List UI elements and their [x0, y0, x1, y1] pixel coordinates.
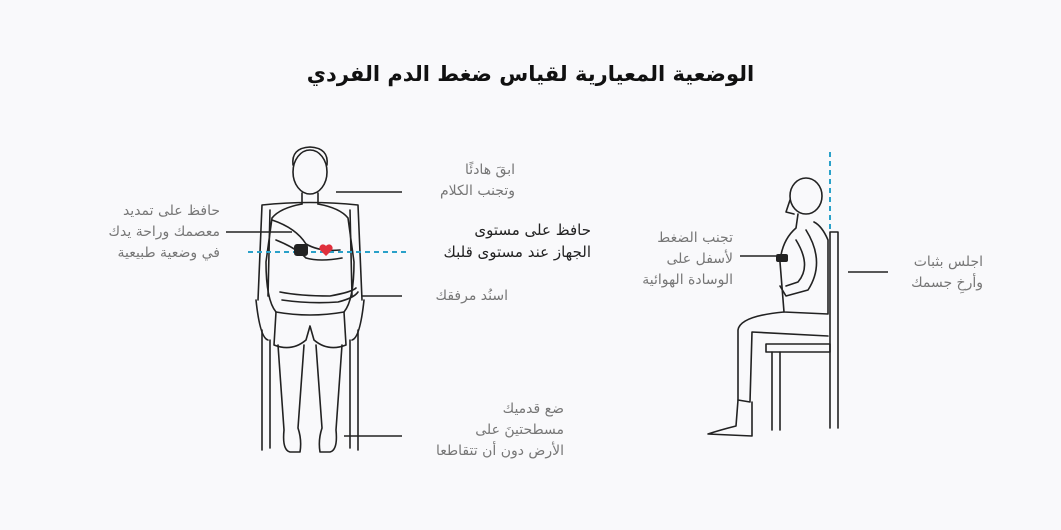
label-feet-flat: ضع قدميك مسطحتينَ على الأرض دون أن تتقاطعا — [436, 401, 564, 459]
heart-icon — [319, 244, 332, 256]
label-keep-level: حافظ على مستوى الجهاز عند مستوى قلبك — [443, 221, 591, 261]
label-stay-calm: ابقَ هادئًا وتجنب الكلام — [439, 162, 515, 199]
side-watch-icon — [776, 254, 788, 262]
front-view-figure — [256, 147, 364, 452]
label-avoid-press: تجنب الضغط لأسفل على الوسادة الهوائية — [642, 230, 733, 288]
label-sit-still: اجلس بثبات وأرخِ جسمك — [911, 254, 983, 291]
label-rest-elbow: اسنُد مرفقك — [435, 288, 508, 304]
label-wrist-relaxed: حافظ على تمديد معصمك وراحة يدك في وضعية طبيعية — [108, 203, 220, 261]
page-title: الوضعية المعيارية لقياس ضغط الدم الفردي — [306, 62, 755, 86]
watch-icon — [294, 244, 308, 256]
side-view-figure — [708, 178, 838, 436]
